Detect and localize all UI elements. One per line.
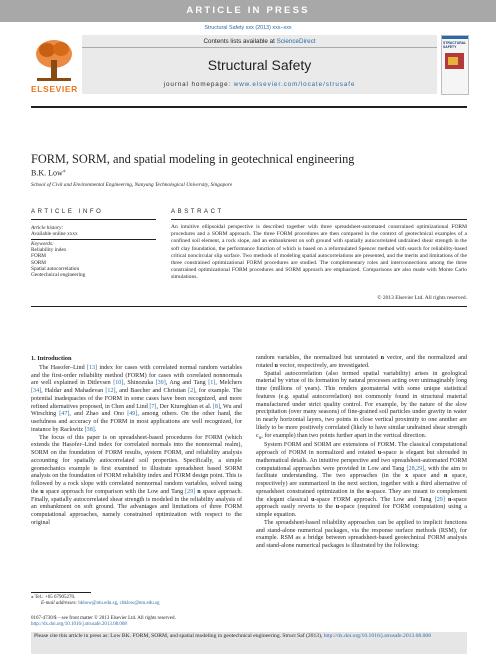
header-rule bbox=[31, 106, 467, 108]
affiliation: School of Civil and Environmental Engineering, Nanyang Technological University, Singapore bbox=[31, 182, 233, 188]
sciencedirect-link[interactable]: ScienceDirect bbox=[276, 38, 316, 45]
banner-text: ARTICLE IN PRESS bbox=[186, 5, 310, 16]
math-vector: n bbox=[197, 488, 201, 495]
homepage-link[interactable]: www.elsevier.com/locate/strusafe bbox=[233, 81, 356, 88]
email-link[interactable]: bkbow@ntu.edu.sg bbox=[78, 601, 118, 606]
issn-line: 0167-4730/$ – see front matter © 2013 Elsevier Ltd. All rights reserved. bbox=[31, 616, 176, 621]
math-vector: n bbox=[380, 355, 385, 361]
footnote bbox=[31, 595, 242, 607]
abstract-text: An intuitive ellipsoidal perspective is described together with three spreadsheet-automated constrained optimizational FORM procedures and a SORM approach. The three FORM procedures are then compared in the context of geotechnical examples of a confined soil element, a rock slope, and an embankment on soft ground with spatially autocorrelated undrained shear strength in the soft clay foundation, the performance function of which is based on a reformulated Spencer method with search for reliability-based critical noncircular slip surface. Two methods of modeling spatial autocorrelations are presented, and the merits and limitations of the three constrained optimizational FORM procedures are studied. The complementary roles and interconnections among the three constrained optimizational FORM procedures and SORM approach are emphasized. Comparisons are also made with Monte Carlo simulations. bbox=[171, 224, 467, 281]
contents-prefix: Contents lists available at bbox=[203, 38, 275, 45]
math-vector: u bbox=[40, 488, 44, 495]
section-heading: 1. Introduction bbox=[31, 355, 72, 362]
keywords-block bbox=[31, 241, 156, 278]
math-subscript: u bbox=[258, 434, 262, 441]
citation-link[interactable]: [47] bbox=[59, 411, 70, 418]
publisher-wordmark: ELSEVIER bbox=[31, 84, 78, 94]
footnote-mark: ⁎ bbox=[31, 595, 34, 600]
citation-link[interactable]: [12] bbox=[105, 388, 116, 394]
journal-reference-link[interactable]: Structural Safety xxx (2013) xxx–xxx bbox=[204, 25, 292, 31]
footnote-rule bbox=[31, 592, 91, 593]
citation-link[interactable]: [13] bbox=[86, 364, 98, 371]
citation-link[interactable]: [2] bbox=[188, 388, 196, 394]
abstract-bottom-rule bbox=[31, 306, 467, 307]
body-paragraph: The Hasofer–Lind [13] index for cases with correlated normal random variables and the first-order reliability method (FORM) for cases with correlated nonnormals are well explained in Ditlevsen [10], Shinozuka [39], Ang and Tang [1], Melchers [34], Haldar and Mahadevan [12], and Baecher and Christian [2], for example. The potential inadequacies of the FORM in some cases have been recognized, and more refined alternatives proposed, in Chen and Lind [7], Der Kiureghian et al. [8], Wu and Wirsching [47], and Zhao and Ono [49], among others. On the other hand, the usefulness and accuracy of the FORM in most applications are well recognized, for instance by Rackwitz [38]. bbox=[31, 364, 243, 433]
journal-title: Structural Safety bbox=[207, 57, 312, 73]
email-separator: , bbox=[117, 601, 119, 606]
math-vector: n bbox=[448, 496, 452, 503]
math-vector: u bbox=[274, 362, 278, 369]
citation-text: Please cite this article in press as: Low BK. FORM, SORM, and spatial modeling in geotechnical engineering. Struct Saf (2013), bbox=[34, 633, 323, 639]
math-vector: n bbox=[444, 473, 448, 480]
header-divider bbox=[82, 47, 437, 48]
email-link[interactable]: cbklow@ntu.edu.sg bbox=[119, 601, 160, 606]
abstract-rule bbox=[171, 219, 467, 220]
math-vector: u bbox=[311, 496, 315, 503]
citation-link[interactable]: [29] bbox=[185, 488, 196, 495]
article-info-divider bbox=[31, 239, 156, 240]
author-line bbox=[31, 167, 66, 178]
citation-link[interactable]: [1] bbox=[208, 380, 216, 387]
history-label: Article history: bbox=[31, 225, 64, 231]
history-value: Available online xxxx bbox=[31, 231, 78, 238]
doi-link[interactable]: http://dx.doi.org/10.1016/j.strusafe.2013.08.008 bbox=[31, 622, 127, 628]
keywords-label: Keywords: bbox=[31, 241, 54, 247]
keyword-item: Reliability index bbox=[31, 247, 67, 254]
citation-link[interactable]: [28,29] bbox=[406, 465, 425, 472]
keyword-item: FORM bbox=[31, 253, 47, 260]
elsevier-tree-logo bbox=[31, 36, 77, 84]
body-paragraph: System FORM and SORM are extensions of FORM. The classical computational approach of FORM in normalized and rotated u-space is elegant but shrouded in mathematical details. An intuitive perspective and two spreadsheet-automated FORM computational approaches were provided in Low and Tang [28,29], with the aim to facilitate understanding. The two approaches (in the x space and n space, respectively) are summarized in the next section, together with a third alternative of spreadsheet constrained optimization in the u-space. They are meant to complement the elegant classical u-space FORM approach. The Low and Tang [29] n-space approach easily reverts to the u-space (required for FORM computation) using a simple equation. bbox=[256, 442, 467, 519]
article-in-press-banner bbox=[0, 0, 496, 22]
contents-line bbox=[82, 38, 437, 45]
math-vector: u bbox=[366, 488, 370, 495]
keyword-item: SORM bbox=[31, 259, 47, 266]
citation-link[interactable]: [34] bbox=[31, 388, 42, 394]
citation-link[interactable]: [8] bbox=[212, 403, 220, 410]
citation-link[interactable]: [39] bbox=[155, 380, 166, 387]
citation-doi-link[interactable]: http://dx.doi.org/10.1016/j.strusafe.2013.08.008 bbox=[323, 633, 432, 639]
article-title: FORM, SORM, and spatial modeling in geotechnical engineering bbox=[31, 152, 355, 166]
cover-title: STRUCTURAL SAFETY bbox=[443, 41, 467, 49]
keyword-item: Geotechnical engineering bbox=[31, 272, 86, 279]
math-vector: u bbox=[377, 450, 382, 457]
body-paragraph: The spreadsheet-based reliability approaches can be applied to implicit functions and stand-alone numerical packages, via the response surface methods (RSM), for example. RSM as a bridge between spreadsheet-based geotechnical FORM analysis and stand-alone numerical packages is illustrated by the following: bbox=[256, 519, 467, 550]
citation-link[interactable]: [38] bbox=[84, 426, 95, 433]
body-paragraph: The focus of this paper is on spreadsheet-based procedures for FORM (which extends the Hasofer–Lind index for correlated normals into the nonnormal realm), SORM on the foundation of FORM results, system FORM, and reliability analysis accounting for spatially autocorrelated soil properties. Specifically, a simple geomechanics example is first examined to illustrate spreadsheet based SORM analysis on the foundation of FORM reliability index and FORM design point. This is followed by a rock slope with correlated nonnormal random variables, solved using the u space approach for comparison with the Low and Tang [29] n space approach. Finally, spatially autocorrelated shear strength is modeled in the reliability analysis of an embankment on soft ground. The advantages and limitations of three FORM computational approaches, namely constrained optimization with respect to the original bbox=[31, 434, 243, 526]
article-info-heading: ARTICLE INFO bbox=[31, 209, 104, 215]
citation-link[interactable]: [7] bbox=[149, 403, 157, 410]
citation-link[interactable]: [49] bbox=[127, 411, 138, 418]
body-paragraph: Spatial autocorrelation (also termed spatial variability) arises in geological material by virtue of its formation by natural processes acting over unimaginably long time (millions of years). This renders geomaterial with some unique statistical features (e.g. spatial autocorrelation) not commonly found in structural material manufactured under strict quality control. For example, by the nature of the slow precipitation (over many seasons) of fine-grained soil particles under gravity in water in nearly horizontal layers, two points in close vertical proximity to one another are likely to be more positively correlated (likely to have similar undrained shear strength $c_u$, for example) than two points further apart in the vertical direction. bbox=[256, 370, 467, 441]
journal-cover-thumbnail[interactable] bbox=[441, 35, 469, 95]
math-vector: u bbox=[335, 504, 340, 511]
author-footnote-mark[interactable]: ⁎ bbox=[62, 168, 66, 174]
abstract-copyright: © 2013 Elsevier Ltd. All rights reserved. bbox=[377, 295, 467, 301]
cover-stripe bbox=[442, 36, 468, 39]
email-label: E-mail addresses: bbox=[41, 601, 78, 606]
left-column bbox=[31, 355, 242, 528]
abstract-heading: ABSTRACT bbox=[171, 209, 224, 215]
footnote-tel: Tel.: +65 67905270. bbox=[34, 595, 76, 600]
citation-link[interactable]: [10] bbox=[113, 380, 124, 387]
cover-art-detail bbox=[448, 57, 458, 65]
keyword-item: Spatial autocorrelation bbox=[31, 265, 80, 272]
article-history bbox=[31, 225, 156, 237]
issn-block bbox=[31, 616, 242, 628]
journal-homepage bbox=[82, 81, 437, 88]
article-info-rule bbox=[31, 219, 156, 220]
body-paragraph: random variables, the normalized but unrotated n vector, and the normalized and rotated u vector, respectively, are investigated. bbox=[256, 355, 467, 369]
citation-link[interactable]: [29] bbox=[434, 496, 445, 503]
citation-box bbox=[31, 632, 467, 654]
math-vector: x bbox=[405, 473, 409, 480]
right-column bbox=[256, 355, 467, 551]
homepage-prefix: journal homepage: bbox=[163, 81, 232, 88]
author-name[interactable]: B.K. Low bbox=[31, 168, 63, 178]
journal-header-band bbox=[82, 35, 437, 94]
